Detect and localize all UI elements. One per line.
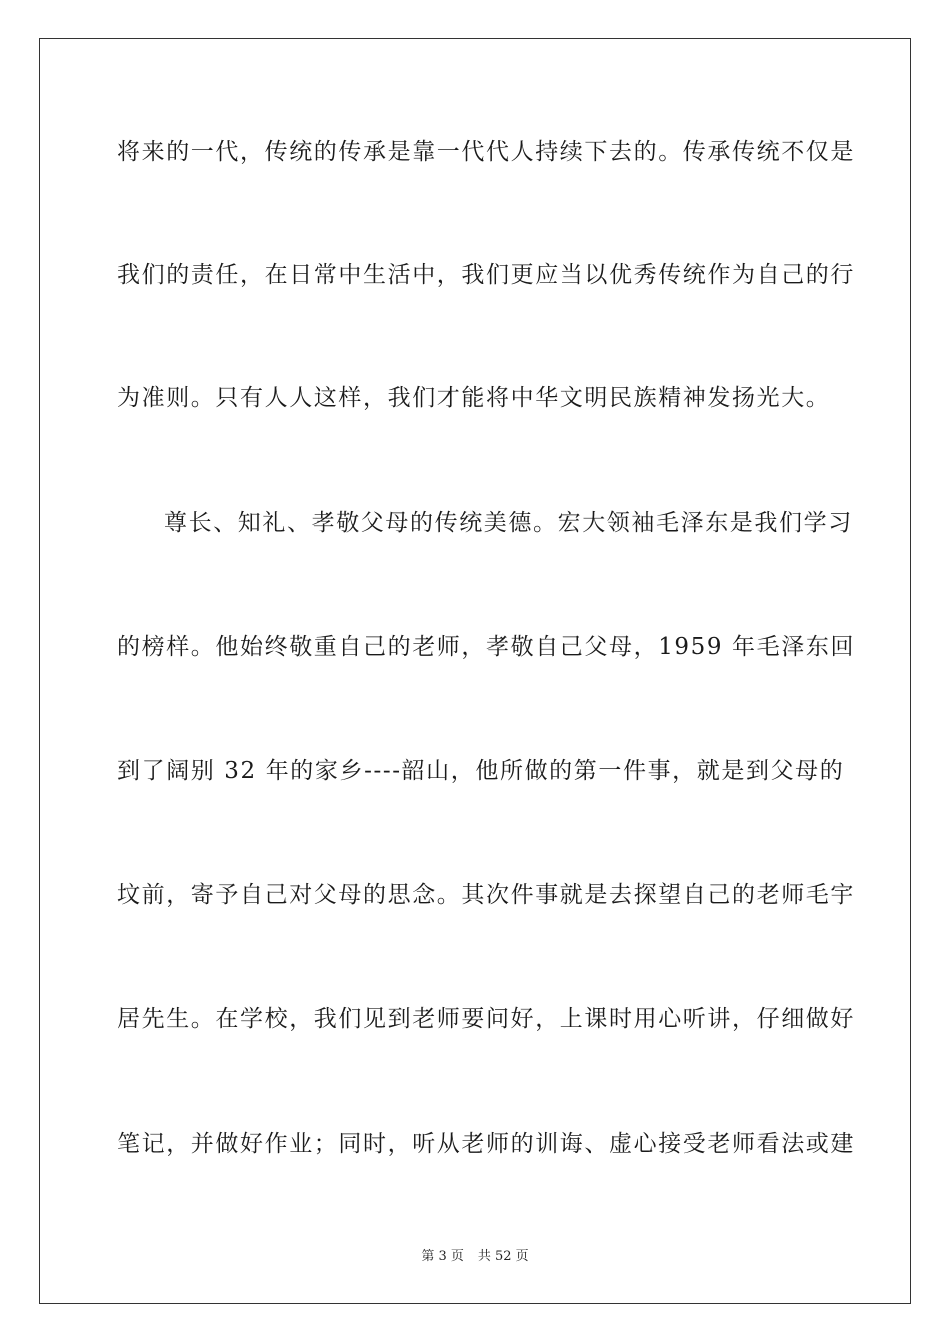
body-text-line: 笔记，并做好作业；同时，听从老师的训诲、虚心接受老师看法或建 bbox=[117, 1131, 855, 1157]
body-text-line: 居先生。在学校，我们见到老师要问好，上课时用心听讲，仔细做好 bbox=[117, 1006, 855, 1032]
page-border bbox=[39, 38, 911, 1304]
body-text-line: 坟前，寄予自己对父母的思念。其次件事就是去探望自己的老师毛宇 bbox=[117, 882, 855, 908]
body-text-line: 为准则。只有人人这样，我们才能将中华文明民族精神发扬光大。 bbox=[117, 385, 831, 411]
body-text-line: 到了阔别 32 年的家乡----韶山，他所做的第一件事，就是到父母的 bbox=[117, 758, 845, 784]
body-text-line: 我们的责任，在日常中生活中，我们更应当以优秀传统作为自己的行 bbox=[117, 262, 855, 288]
page-total: 共 52 页 bbox=[477, 1249, 529, 1264]
page-number: 第 3 页 bbox=[421, 1249, 464, 1264]
body-text-line: 将来的一代，传统的传承是靠一代代人持续下去的。传承传统不仅是 bbox=[117, 139, 855, 165]
body-text-line: 的榜样。他始终敬重自己的老师，孝敬自己父母，1959 年毛泽东回 bbox=[117, 634, 856, 660]
page-footer bbox=[0, 1248, 950, 1266]
paragraph-start-line: 尊长、知礼、孝敬父母的传统美德。宏大领袖毛泽东是我们学习 bbox=[164, 510, 853, 536]
